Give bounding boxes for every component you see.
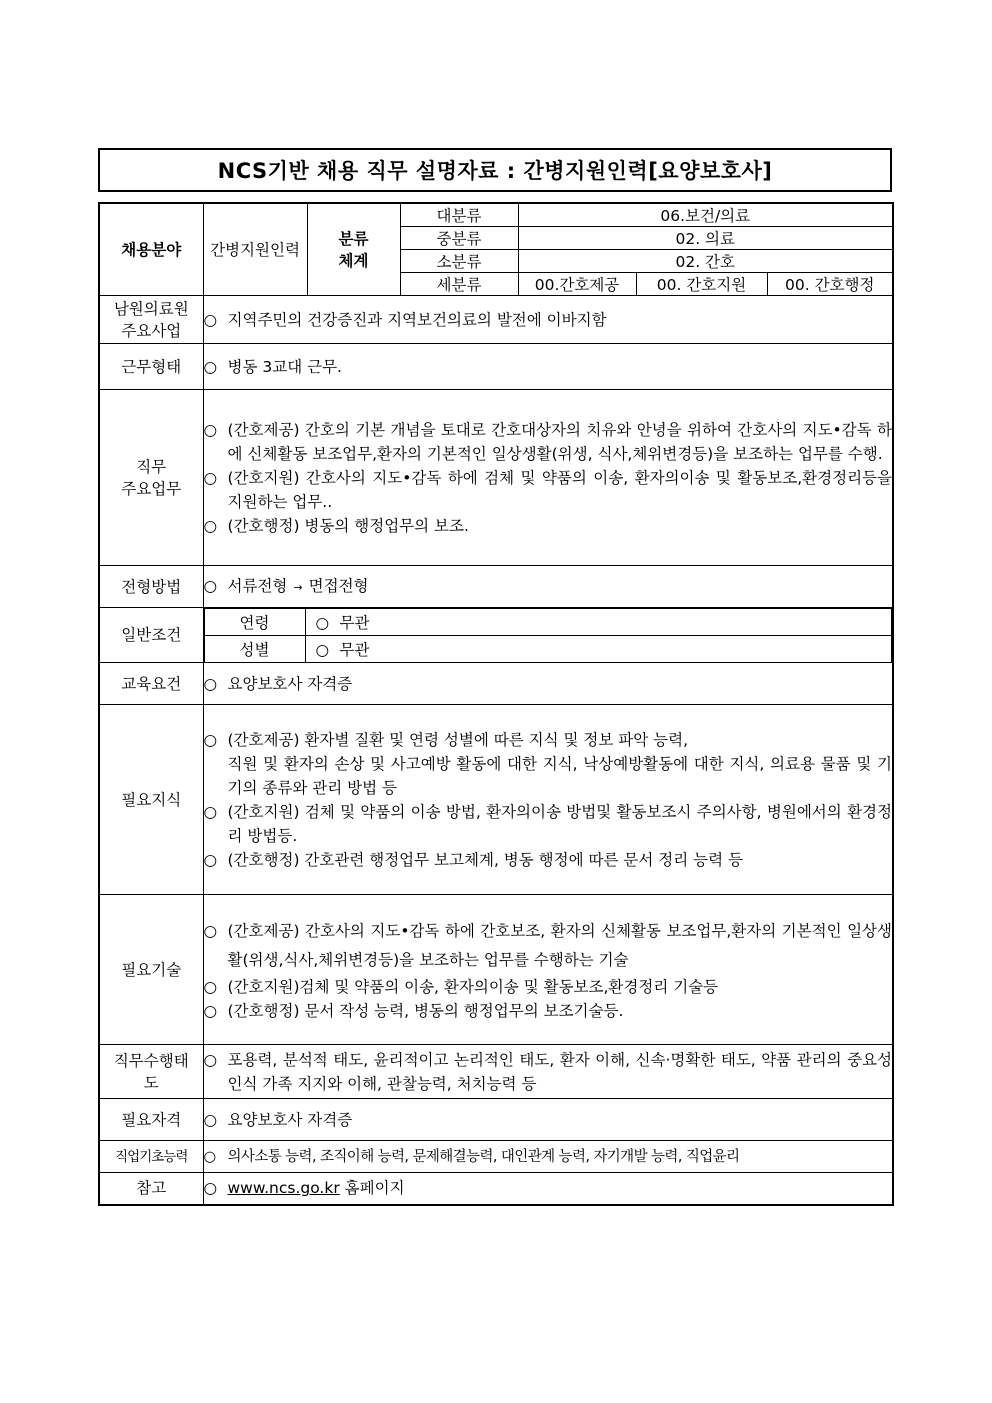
bullet-icon: ○ — [203, 310, 218, 329]
bullet-icon: ○ — [203, 674, 218, 693]
class-value-minor: 02. 간호 — [518, 250, 893, 273]
bullet-icon: ○ — [203, 357, 218, 376]
bullet-icon: ○ — [203, 516, 218, 535]
basic-label: 직업기초능력 — [99, 1141, 203, 1173]
bullet-icon: ○ — [203, 420, 218, 439]
job-description-table — [98, 202, 894, 1206]
reference-content — [203, 1173, 893, 1205]
basic-content: ○ 의사소통 능력, 조직이해 능력, 문제해결능력, 대인관계 능력, 자기개발 능력, 직업윤리 — [203, 1141, 893, 1173]
document-title: NCS기반 채용 직무 설명자료 : 간병지원인력[요양보호사] — [98, 148, 892, 192]
bullet-icon: ○ — [203, 730, 218, 749]
reference-label: 참고 — [99, 1173, 203, 1205]
bullet-icon: ○ — [203, 468, 218, 487]
condition-age-key: 연령 — [204, 609, 305, 636]
bullet-icon: ○ — [203, 1148, 216, 1165]
field-label: 채용분야 — [99, 203, 203, 296]
bullet-icon: ○ — [203, 1001, 218, 1020]
bullet-icon: ○ — [203, 850, 218, 869]
bullet-icon: ○ — [315, 614, 330, 632]
class-key-major: 대분류 — [400, 203, 518, 227]
bullet-icon: ○ — [203, 1179, 218, 1198]
bullet-icon: ○ — [203, 921, 218, 940]
classification-label: 분류 체계 — [307, 203, 400, 296]
education-label: 교육요건 — [99, 663, 203, 705]
qualification-content: ○ 요양보호사 자격증 — [203, 1099, 893, 1141]
arrow-right-icon: → — [293, 580, 303, 594]
business-label: 남원의료원 주요사업 — [99, 296, 203, 344]
knowledge-content: ○ (간호제공) 환자별 질환 및 연령 성별에 따른 지식 및 정보 파악 능력, 직원 및 환자의 손상 및 사고예방 활동에 대한 지식, 낙상예방활동에 대한 지식, 의료용 물품 및 기기의 종류와 관리 방법 등 ○ (간호지원) 검체 및 약품의 이송 방법, 환자의이송 방법및 활동보조시 주의사항, 병원에서의 환경정리 방법등. ○ (간호행정) 간호관련 행정업무 보고체계, 병동 행정에 따른 문서 정리 능력 등 — [203, 705, 893, 895]
condition-gender-key: 성별 — [204, 636, 305, 663]
condition-gender-value: ○ 무관 — [305, 636, 892, 663]
field-value: 간병지원인력 — [203, 203, 307, 296]
class-detail-1: 00.간호제공 — [518, 273, 636, 296]
skills-content: ○ (간호제공) 간호사의 지도•감독 하에 간호보조, 환자의 신체활동 보조업무,환자의 기본적인 일상생활(위생,식사,체위변경등)을 보조하는 업무를 수행하는 기술 ○ (간호지원)검체 및 약품의 이송, 환자의이송 및 활동보조,환경정리 기술등 ○ (간호행정) 문서 작성 능력, 병동의 행정업무의 보조기술등. — [203, 895, 893, 1045]
ncs-link[interactable]: www.ncs.go.kr — [227, 1179, 340, 1198]
class-detail-2: 00. 간호지원 — [636, 273, 767, 296]
bullet-icon: ○ — [315, 641, 330, 659]
bullet-icon: ○ — [203, 1110, 218, 1129]
conditions-table — [204, 608, 893, 662]
class-key-middle: 중분류 — [400, 227, 518, 250]
education-content: ○ 요양보호사 자격증 — [203, 663, 893, 705]
selection-label: 전형방법 — [99, 566, 203, 608]
class-detail-3: 00. 간호행정 — [767, 273, 893, 296]
class-key-detail: 세분류 — [400, 273, 518, 296]
bullet-icon: ○ — [203, 977, 218, 996]
skills-label: 필요기술 — [99, 895, 203, 1045]
business-content: ○ 지역주민의 건강증진과 지역보건의료의 발전에 이바지함 — [203, 296, 893, 344]
worktype-content: ○ 병동 3교대 근무. — [203, 344, 893, 390]
qualification-label: 필요자격 — [99, 1099, 203, 1141]
conditions-label: 일반조건 — [99, 608, 203, 663]
bullet-icon: ○ — [203, 1050, 218, 1069]
bullet-icon: ○ — [203, 802, 218, 821]
duties-content: ○ (간호제공) 간호의 기본 개념을 토대로 간호대상자의 치유와 안녕을 위하여 간호사의 지도•감독 하에 신체활동 보조업무,환자의 기본적인 일상생활(위생, 식사,체위변경등)을 보조하는 업무를 수행. ○ (간호지원) 간호사의 지도•감독 하에 검체 및 약품의 이송, 환자의이송 및 활동보조,환경정리등을 지원하는 업무.. ○ (간호행정) 병동의 행정업무의 보조. — [203, 390, 893, 566]
selection-content — [203, 566, 893, 608]
class-value-major: 06.보건/의료 — [518, 203, 893, 227]
condition-age-value: ○ 무관 — [305, 609, 892, 636]
knowledge-label: 필요지식 — [99, 705, 203, 895]
class-value-middle: 02. 의료 — [518, 227, 893, 250]
class-key-minor: 소분류 — [400, 250, 518, 273]
worktype-label: 근무형태 — [99, 344, 203, 390]
bullet-icon: ○ — [203, 576, 218, 595]
duties-label: 직무 주요업무 — [99, 390, 203, 566]
selection-step-2: 면접전형 — [308, 576, 369, 595]
attitude-content: ○ 포용력, 분석적 태도, 윤리적이고 논리적인 태도, 환자 이해, 신속·명확한 태도, 약품 관리의 중요성 인식 가족 지지와 이해, 관찰능력, 처치능력 등 — [203, 1045, 893, 1099]
reference-suffix: 홈페이지 — [344, 1179, 405, 1198]
selection-step-1: 서류전형 — [227, 576, 288, 595]
conditions-content — [203, 608, 893, 663]
attitude-label: 직무수행태 도 — [99, 1045, 203, 1099]
